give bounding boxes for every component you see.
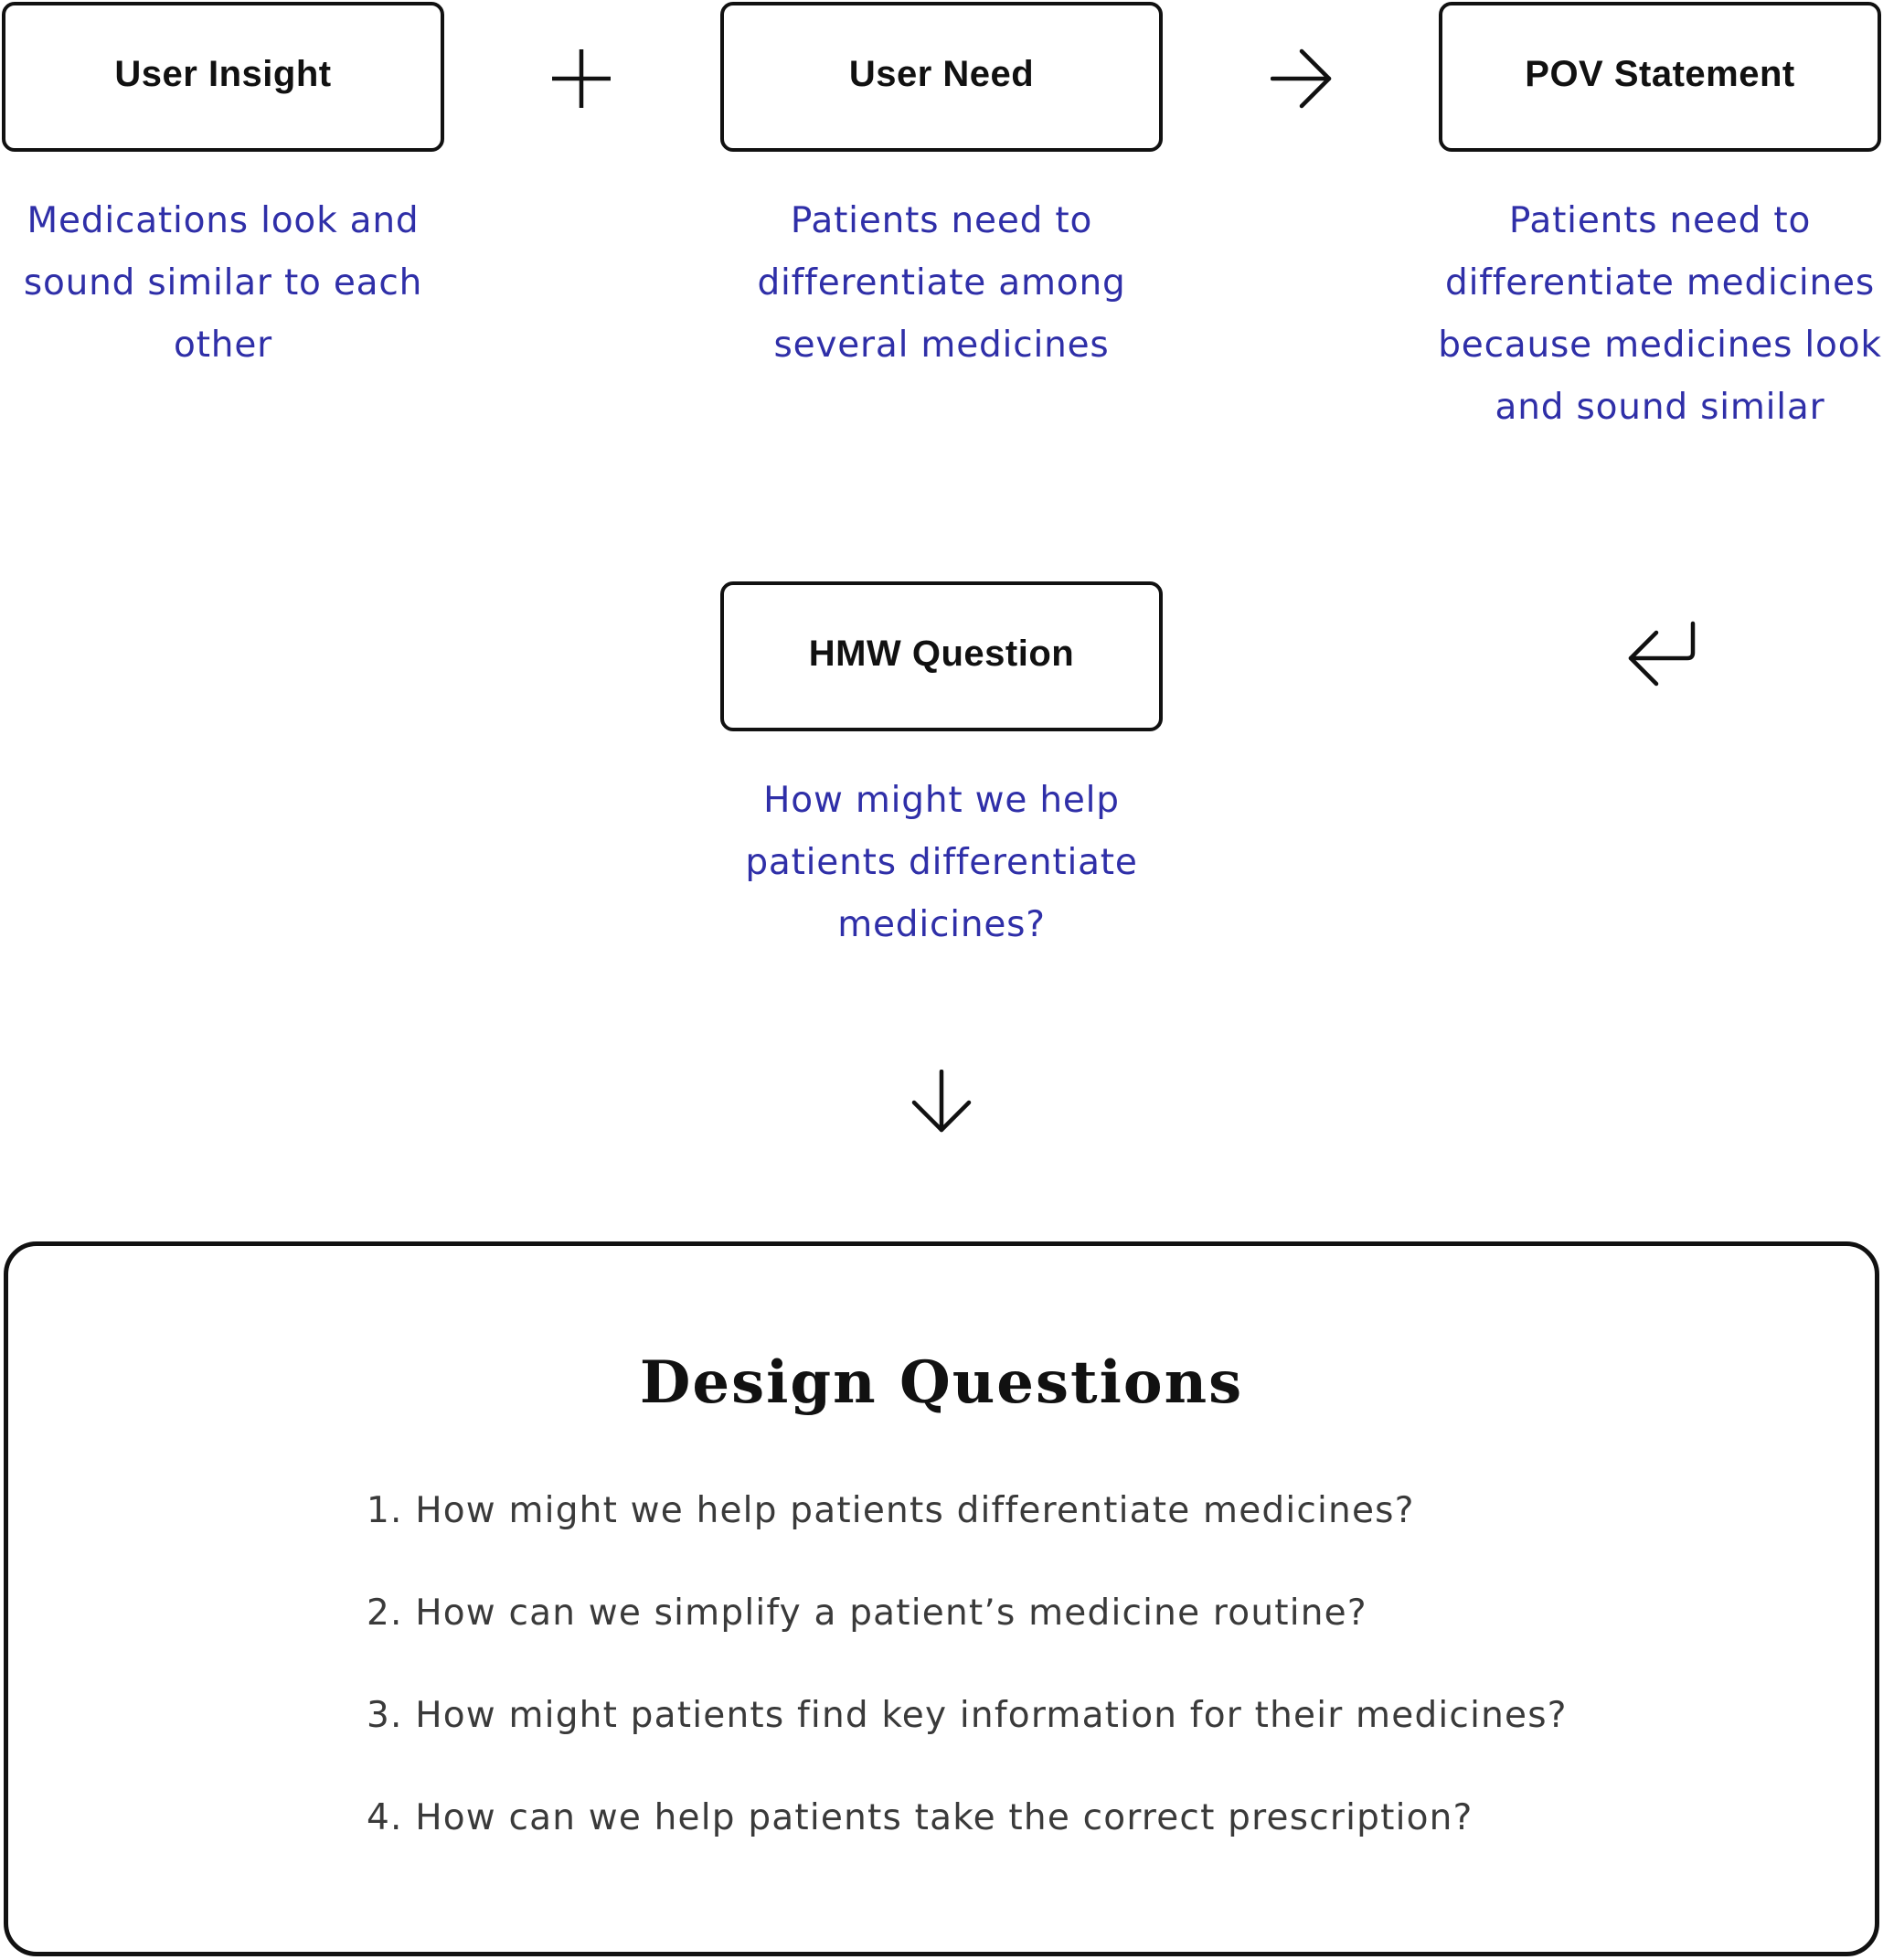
pov-statement-description-line: and sound similar	[1495, 387, 1825, 428]
user-need-description-line: differentiate among	[757, 262, 1126, 304]
user-need-description	[718, 190, 1165, 377]
design-question-item: 3. How might patients find key information for their medicines?	[367, 1695, 1568, 1736]
pov-statement-box	[1439, 2, 1881, 152]
pov-statement-label: POV Statement	[1525, 53, 1795, 94]
arrow-right-icon	[1271, 48, 1335, 110]
user-insight-description-line: sound similar to each	[23, 262, 423, 304]
user-insight-description-line: Medications look and	[27, 200, 420, 241]
plus-icon	[550, 48, 612, 110]
user-insight-description	[0, 190, 446, 377]
pov-statement-description-line: differentiate medicines	[1445, 262, 1875, 304]
design-questions-panel	[4, 1241, 1879, 1956]
pov-statement-description-line: because medicines look	[1438, 325, 1882, 366]
user-need-description-line: Patients need to	[790, 200, 1093, 241]
hmw-question-description-line: How might we help	[763, 780, 1120, 821]
user-need-box	[720, 2, 1163, 152]
design-questions-title: Design Questions	[639, 1348, 1244, 1417]
arrow-down-icon	[910, 1070, 973, 1135]
hmw-question-description-line: medicines?	[837, 904, 1046, 945]
design-question-item: 4. How can we help patients take the correct prescription?	[367, 1797, 1473, 1838]
return-arrow-icon	[1625, 620, 1698, 693]
user-insight-description-line: other	[174, 325, 272, 366]
user-need-label: User Need	[848, 53, 1035, 94]
user-insight-box	[2, 2, 444, 152]
user-insight-label: User Insight	[114, 53, 332, 94]
hmw-question-label: HMW Question	[808, 633, 1075, 674]
hmw-question-box	[720, 581, 1163, 731]
pov-statement-description	[1426, 190, 1883, 439]
user-need-description-line: several medicines	[773, 325, 1110, 366]
hmw-question-description	[718, 770, 1165, 956]
design-question-item: 1. How might we help patients differentiate medicines?	[367, 1490, 1415, 1531]
design-questions-list	[367, 1489, 1568, 1899]
design-question-item: 2. How can we simplify a patient’s medicine routine?	[367, 1592, 1367, 1634]
pov-statement-description-line: Patients need to	[1508, 200, 1812, 241]
hmw-question-description-line: patients differentiate	[745, 842, 1138, 883]
